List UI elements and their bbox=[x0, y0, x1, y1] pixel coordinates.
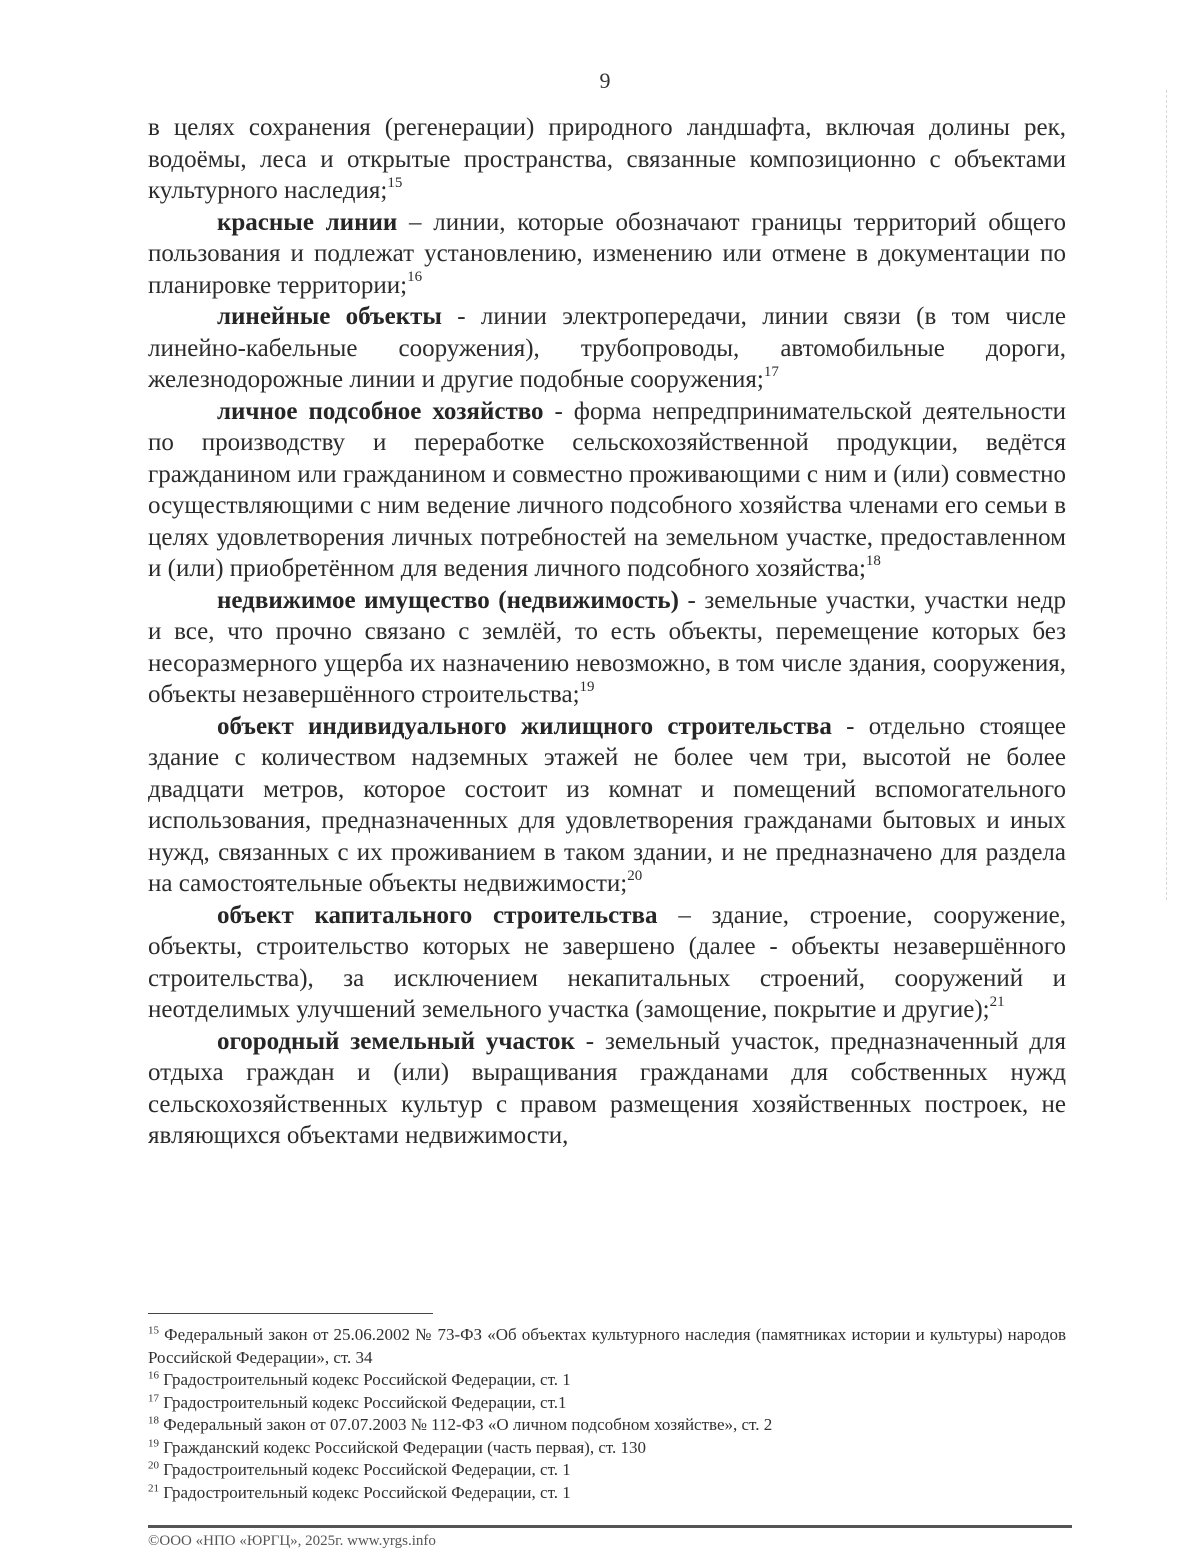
term: объект индивидуального жилищного строительства bbox=[217, 712, 832, 740]
term: недвижимое имущество (недвижимость) bbox=[217, 586, 679, 614]
footnote-ref: 16 bbox=[407, 269, 423, 286]
footnotes bbox=[148, 1324, 1066, 1504]
definition-real-estate: недвижимое имущество (недвижимость) - земельные участки, участки недр и все, что прочно связано с землёй, то есть объекты, перемещение которых без несоразмерного ущерба их назначению невозможно, в том числе здания, сооружения, объекты незавершённого строительства;$^{19}$ bbox=[148, 586, 1066, 708]
footnote-separator bbox=[148, 1313, 433, 1314]
term: личное подсобное хозяйство bbox=[217, 397, 544, 425]
definition-garden-plot: огородный земельный участок - земельный участок, предназначенный для отдыха граждан и (или) выращивания гражданами для собственных нужд сельскохозяйственных культур с правом размещения хозяйственных построек, не являющихся объектами недвижимости, bbox=[148, 1027, 1067, 1149]
footnote-ref: 18 bbox=[865, 552, 881, 569]
footnote-ref: 20 bbox=[627, 867, 643, 884]
footnote: $^{20}$ Градостроительный кодекс Российской Федерации, ст. 1 bbox=[148, 1459, 571, 1479]
term: линейные объекты bbox=[217, 303, 442, 330]
term: красные линии bbox=[217, 208, 398, 236]
footnote: $^{21}$ Градостроительный кодекс Российской Федерации, ст. 1 bbox=[148, 1481, 571, 1502]
definition-linear-objects: линейные объекты - линии электропередачи, линии связи (в том числе линейно-кабельные сооружения), трубопроводы, автомобильные дороги, железнодорожные линии и другие подобные сооружения;$^{17}$ bbox=[148, 303, 1066, 393]
footnote: $^{16}$ Градостроительный кодекс Российской Федерации, ст. 1 bbox=[148, 1369, 571, 1389]
body-text bbox=[148, 112, 1066, 1152]
footnote: $^{19}$ Гражданский кодекс Российской Федерации (часть первая), ст. 130 bbox=[148, 1436, 647, 1457]
copyright-footer: ©ООО «НПО «ЮРГЦ», 2025г. www.yrgs.info bbox=[148, 1533, 436, 1549]
footnote: $^{18}$ Федеральный закон от 07.07.2003 № 112-ФЗ «О личном подсобном хозяйстве», ст. 2 bbox=[148, 1414, 773, 1434]
term: объект капитального строительства bbox=[217, 901, 658, 929]
definition-personal-farm: личное подсобное хозяйство - форма непредпринимательской деятельности по производству и переработке сельскохозяйственной продукции, ведётся гражданином или гражданином и совместно проживающими с ним и (или) совместно осуществляющими с ним ведение личного подсобного хозяйства членами его семьи в целях удовлетворения личных потребностей на земельном участке, предоставленном и (или) приобретённом для ведения личного подсобного хозяйства;$^{18}$ bbox=[148, 397, 1067, 582]
definition-red-lines: красные линии – линии, которые обозначают границы территорий общего пользования и подлежат установлению, изменению или отмене в документации по планировке территории;$^{16}$ bbox=[148, 208, 1066, 299]
page-number: 9 bbox=[599, 68, 611, 93]
footnote-ref: 15 bbox=[387, 174, 403, 191]
definition-capital-construction: объект капитального строительства – здание, строение, сооружение, объекты, строительство которых не завершено (далее - объекты незавершённого строительства), за исключением некапитальных строений, сооружений и неотделимых улучшений земельного участка (замощение, покрытие и другие);$^{21}$ bbox=[148, 901, 1066, 1023]
footnote: $^{17}$ Градостроительный кодекс Российской Федерации, ст.1 bbox=[148, 1391, 567, 1412]
definition-individual-housing: объект индивидуального жилищного строительства - отдельно стоящее здание с количеством надземных этажей не более чем три, высотой не более двадцати метров, которое состоит из комнат и помещений вспомогательного использования, предназначенных для удовлетворения гражданами бытовых и иных нужд, связанных с их проживанием в таком здании, и не предназначено для раздела на самостоятельные объекты недвижимости;$^{20}$ bbox=[148, 712, 1066, 897]
term: огородный земельный участок bbox=[217, 1027, 575, 1055]
footnote-ref: 19 bbox=[579, 678, 595, 695]
footnote-ref: 17 bbox=[763, 363, 779, 380]
footnote-ref: 21 bbox=[989, 993, 1005, 1010]
paragraph-0: в целях сохранения (регенерации) природного ландшафта, включая долины рек, водоёмы, леса и открытые пространства, связанные композиционно с объектами культурного наследия;$^{15}$ bbox=[148, 114, 1066, 204]
bottom-separator bbox=[148, 1525, 1072, 1528]
scan-artifact bbox=[1166, 90, 1167, 900]
footnote: $^{15}$ Федеральный закон от 25.06.2002 № 73-ФЗ «Об объектах культурного наследия (памятниках истории и культуры) народов Российской Федерации», ст. 34 bbox=[148, 1324, 1067, 1367]
